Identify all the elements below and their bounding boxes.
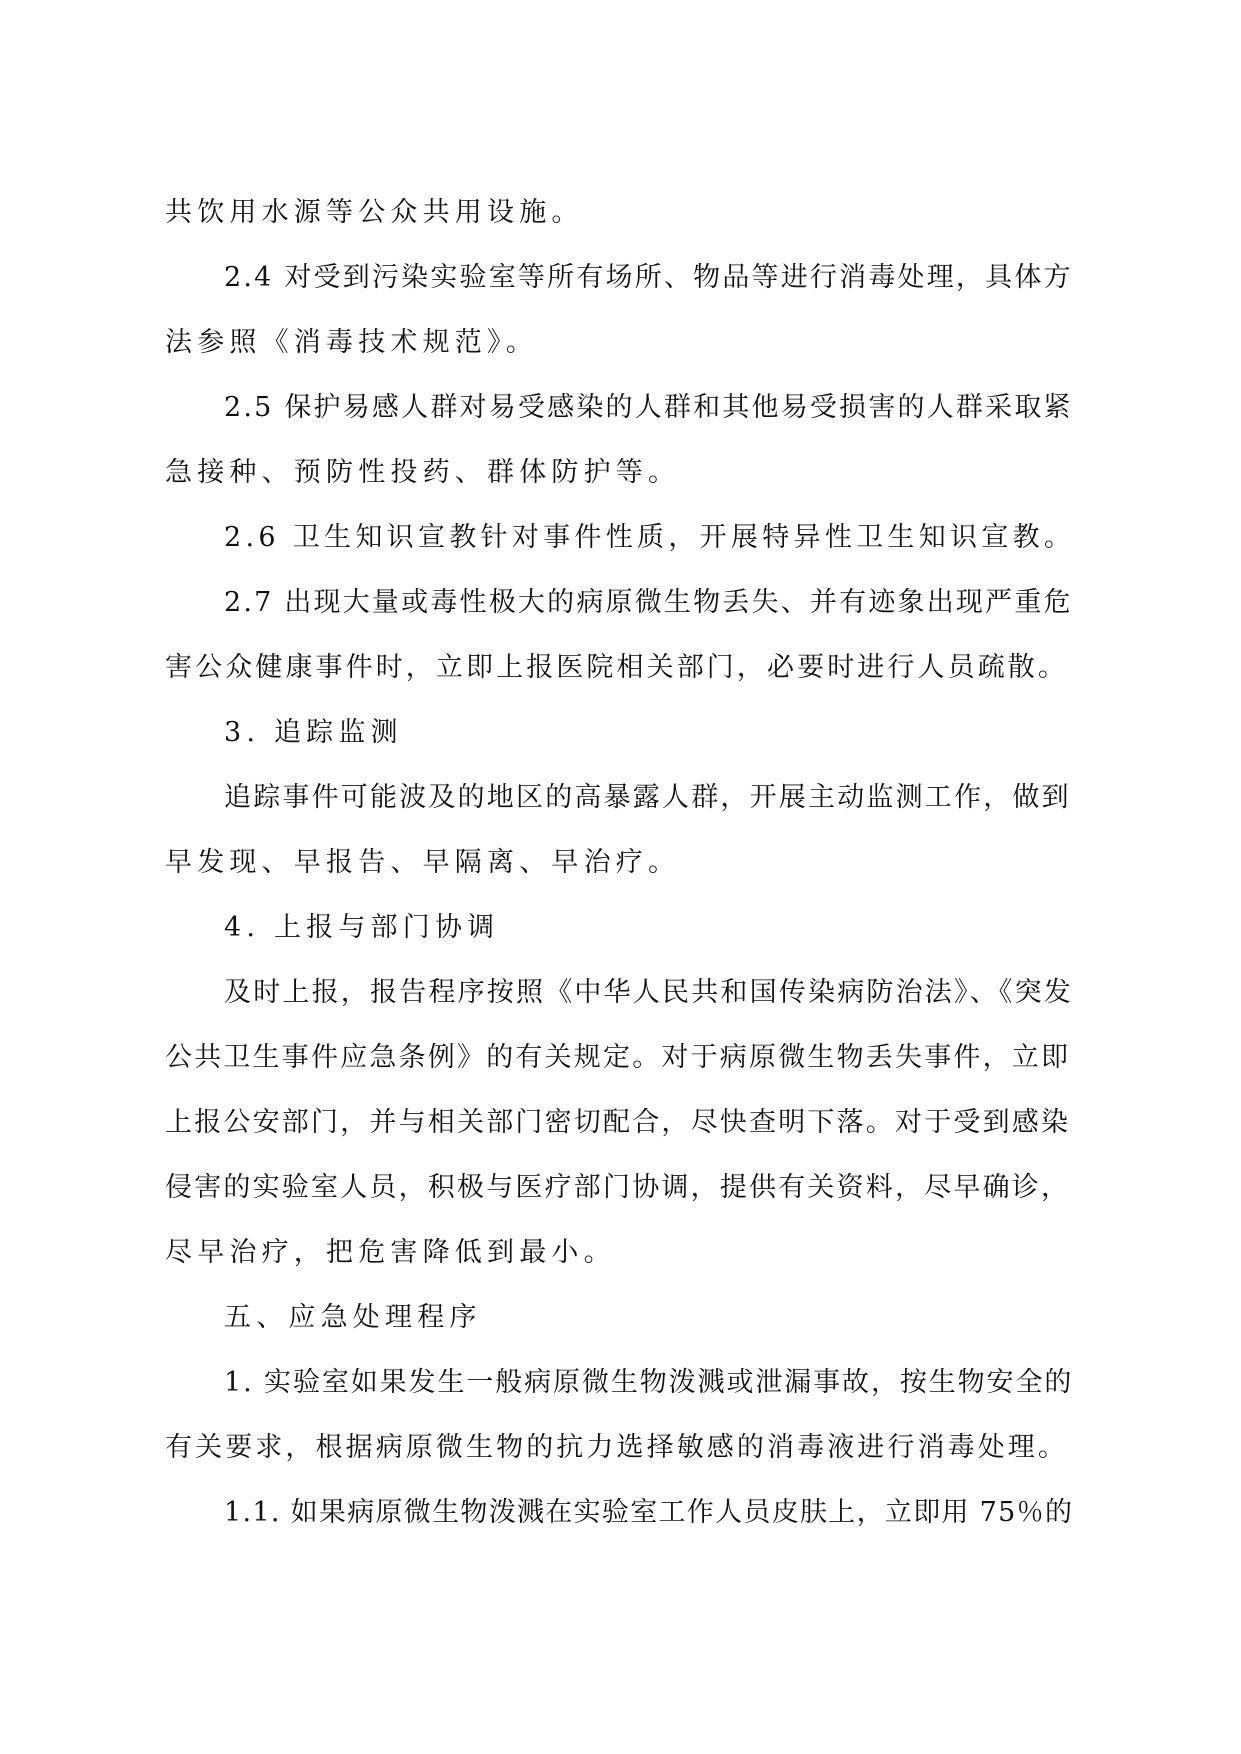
body-line: 追踪事件可能波及的地区的高暴露人群，开展主动监测工作，做到 bbox=[224, 782, 1071, 813]
section-heading: 3. 追踪监测 bbox=[224, 717, 403, 748]
section-heading: 五、应急处理程序 bbox=[224, 1302, 482, 1333]
body-line: 早发现、早报告、早隔离、早治疗。 bbox=[165, 847, 681, 878]
body-line: 急接种、预防性投药、群体防护等。 bbox=[165, 457, 681, 488]
body-line: 法参照《消毒技术规范》。 bbox=[165, 327, 538, 358]
body-line: 公共卫生事件应急条例》的有关规定。对于病原微生物丢失事件，立即 bbox=[165, 1042, 1071, 1073]
body-line: 共饮用水源等公众共用设施。 bbox=[165, 197, 584, 228]
body-line: 1.1. 如果病原微生物泼溅在实验室工作人员皮肤上，立即用 75％的 bbox=[224, 1497, 1074, 1528]
body-line: 2.6 卫生知识宣教针对事件性质，开展特异性卫生知识宣教。 bbox=[224, 522, 1076, 553]
body-line: 2.5 保护易感人群对易受感染的人群和其他易受损害的人群采取紧 bbox=[224, 392, 1073, 423]
body-line: 1. 实验室如果发生一般病原微生物泼溅或泄漏事故，按生物安全的 bbox=[224, 1367, 1074, 1398]
body-line: 2.4 对受到污染实验室等所有场所、物品等进行消毒处理，具体方 bbox=[224, 262, 1073, 293]
section-heading: 4. 上报与部门协调 bbox=[224, 912, 500, 943]
body-line: 害公众健康事件时，立即上报医院相关部门，必要时进行人员疏散。 bbox=[165, 652, 1068, 683]
body-line: 有关要求，根据病原微生物的抗力选择敏感的消毒液进行消毒处理。 bbox=[165, 1432, 1068, 1463]
body-line: 及时上报，报告程序按照《中华人民共和国传染病防治法》、《突发 bbox=[224, 977, 1073, 1008]
body-line: 尽早治疗，把危害降低到最小。 bbox=[165, 1237, 616, 1268]
body-line: 侵害的实验室人员，积极与医疗部门协调，提供有关资料，尽早确诊， bbox=[165, 1172, 1071, 1203]
body-line: 2.7 出现大量或毒性极大的病原微生物丢失、并有迹象出现严重危 bbox=[224, 587, 1073, 618]
body-line: 上报公安部门，并与相关部门密切配合，尽快查明下落。对于受到感染 bbox=[165, 1107, 1071, 1138]
